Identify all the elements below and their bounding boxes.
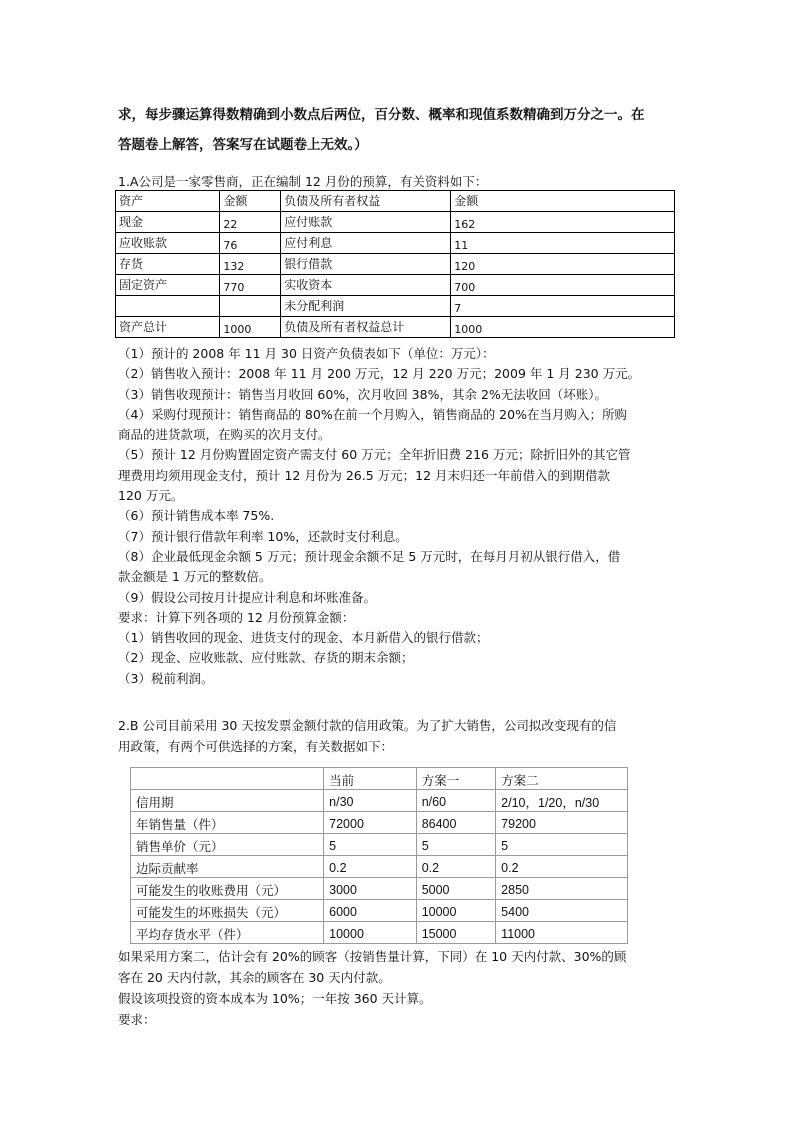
table-cell: 2850: [496, 878, 628, 900]
text-line: 款金额是 1 万元的整数倍。: [118, 569, 272, 585]
table-cell: 固定资产: [116, 275, 220, 296]
text-line: （8）企业最低现金余额 5 万元；预计现金余额不足 5 万元时，在每月月初从银行借入，借: [118, 548, 621, 564]
table-row: [116, 233, 675, 254]
instruction-line: 求，每步骤运算得数精确到小数点后两位，百分数、概率和现值系数精确到万分之一。在: [118, 107, 645, 123]
table-header-cell: 金额: [220, 191, 281, 212]
table-cell: 76: [220, 233, 281, 254]
table-cell: 平均存货水平（件）: [131, 922, 324, 944]
text-line: 客在 20 天内付款，其余的顾客在 30 天内付款。: [118, 970, 391, 985]
table-header-cell: 方案一: [416, 768, 495, 790]
text-line: （1）预计的 2008 年 11 月 30 日资产负债表如下（单位：万元）：: [118, 346, 495, 361]
table-cell: 7: [451, 296, 675, 317]
table-row: [116, 254, 675, 275]
table-cell: 10000: [324, 922, 417, 944]
table-row: [131, 922, 628, 944]
table-cell: 72000: [324, 812, 417, 834]
text-line: （2）现金、应收账款、应付账款、存货的期末余额；: [118, 650, 414, 666]
exam-instructions: [118, 100, 708, 160]
text-line: 理费用均须用现金支付，预计 12 月份为 26.5 万元；12 月末归还一年前借入的到期借款: [118, 467, 611, 483]
credit-policy-table: [130, 767, 628, 944]
table-row: [131, 834, 628, 856]
table-cell: 5: [416, 834, 495, 856]
table-header-cell: [131, 768, 324, 790]
table-row: [116, 212, 675, 233]
table-cell: n/30: [324, 790, 417, 812]
table-cell: 边际贡献率: [131, 856, 324, 878]
table-row: [116, 317, 675, 338]
table-cell: 银行借款: [281, 254, 451, 275]
table-header-cell: 金额: [451, 191, 675, 212]
table-cell: 未分配利润: [281, 296, 451, 317]
table-cell: 0.2: [324, 856, 417, 878]
table-cell: 可能发生的坏账损失（元）: [131, 900, 324, 922]
table-cell: 79200: [496, 812, 628, 834]
table-cell: 可能发生的收账费用（元）: [131, 878, 324, 900]
text-line: 2.B 公司目前采用 30 天按发票金额付款的信用政策。为了扩大销售，公司拟改变现有的信: [118, 718, 617, 733]
table-cell: n/60: [416, 790, 495, 812]
table-cell: 1000: [451, 317, 675, 338]
table-cell: 162: [451, 212, 675, 233]
table-cell: 15000: [416, 922, 495, 944]
table-cell: 负债及所有者权益总计: [281, 317, 451, 338]
table-row: [131, 790, 628, 812]
table-header-cell: 当前: [324, 768, 417, 790]
table-cell: 应收账款: [116, 233, 220, 254]
text-line: （4）采购付现预计：销售商品的 80%在前一个月购入，销售商品的 20%在当月购入；所购: [118, 406, 627, 422]
table-cell: 10000: [416, 900, 495, 922]
table-cell: 应付利息: [281, 233, 451, 254]
table-cell: 年销售量（件）: [131, 812, 324, 834]
table-cell: 700: [451, 275, 675, 296]
table-cell: 132: [220, 254, 281, 275]
table-row: [116, 296, 675, 317]
table-cell: 2/10，1/20，n/30: [496, 790, 628, 812]
table-row: [131, 878, 628, 900]
table-cell: 信用期: [131, 790, 324, 812]
text-line: 要求：: [118, 1012, 156, 1027]
table-cell: 资产总计: [116, 317, 220, 338]
table-cell: 120: [451, 254, 675, 275]
balance-sheet-table: [115, 190, 675, 338]
text-line: 如果采用方案二，估计会有 20%的顾客（按销售量计算，下同）在 10 天内付款、30%的顾: [118, 949, 627, 964]
table-cell: 770: [220, 275, 281, 296]
text-line: 用政策，有两个可供选择的方案，有关数据如下：: [118, 739, 394, 754]
text-line: 120 万元。: [118, 488, 184, 504]
table-cell: 应付账款: [281, 212, 451, 233]
table-row: [116, 275, 675, 296]
table-cell: 5000: [416, 878, 495, 900]
table-cell: 5: [496, 834, 628, 856]
table-header-cell: 资产: [116, 191, 220, 212]
table-cell: 5400: [496, 900, 628, 922]
table-cell: 11000: [496, 922, 628, 944]
table-cell: 0.2: [496, 856, 628, 878]
text-line: （3）税前利润。: [118, 670, 214, 686]
table-cell: 存货: [116, 254, 220, 275]
table-header-cell: 方案二: [496, 768, 628, 790]
table-cell: 1000: [220, 317, 281, 338]
table-cell: 86400: [416, 812, 495, 834]
question-2-heading: [118, 715, 683, 757]
table-cell: 实收资本: [281, 275, 451, 296]
table-row: [131, 768, 628, 790]
table-cell: 22: [220, 212, 281, 233]
text-line: （6）预计销售成本率 75%.: [118, 508, 275, 524]
table-cell: 现金: [116, 212, 220, 233]
text-line: （9）假设公司按月计提应计利息和坏账准备。: [118, 589, 376, 605]
text-line: 商品的进货款项，在购买的次月支付。: [118, 427, 331, 443]
table-row: [131, 856, 628, 878]
instruction-line: 答题卷上解答，答案写在试题卷上无效。）: [118, 137, 368, 153]
table-cell: [116, 296, 220, 317]
table-cell: 5: [324, 834, 417, 856]
text-line: 假设该项投资的资本成本为 10%；一年按 360 天计算。: [118, 991, 432, 1006]
table-row: [116, 191, 675, 212]
text-line: （7）预计银行借款年利率 10%，还款时支付利息。: [118, 528, 408, 544]
table-cell: 3000: [324, 878, 417, 900]
table-header-cell: 负债及所有者权益: [281, 191, 451, 212]
table-cell: 0.2: [416, 856, 495, 878]
table-cell: 11: [451, 233, 675, 254]
question-2-body: [118, 946, 683, 1030]
table-cell: 6000: [324, 900, 417, 922]
text-line: （3）销售收现预计：销售当月收回 60%，次月收回 38%，其余 2%无法收回（坏账）。: [118, 386, 608, 402]
question-1-body: [118, 344, 683, 689]
question-1-heading: 1.A公司是一家零售商，正在编制 12 月份的预算，有关资料如下：: [118, 174, 488, 189]
table-cell: 销售单价（元）: [131, 834, 324, 856]
text-line: （5）预计 12 月份购置固定资产需支付 60 万元；全年折旧费 216 万元；除折旧外的其它管: [118, 447, 631, 463]
table-cell: [220, 296, 281, 317]
text-line: （1）销售收回的现金、进货支付的现金、本月新借入的银行借款；: [118, 630, 489, 646]
table-row: [131, 900, 628, 922]
table-row: [131, 812, 628, 834]
text-line: （2）销售收入预计：2008 年 11 月 200 万元，12 月 220 万元；2009 年 1 月 230 万元。: [118, 366, 641, 382]
text-line: 要求：计算下列各项的 12 月份预算金额：: [118, 609, 355, 625]
